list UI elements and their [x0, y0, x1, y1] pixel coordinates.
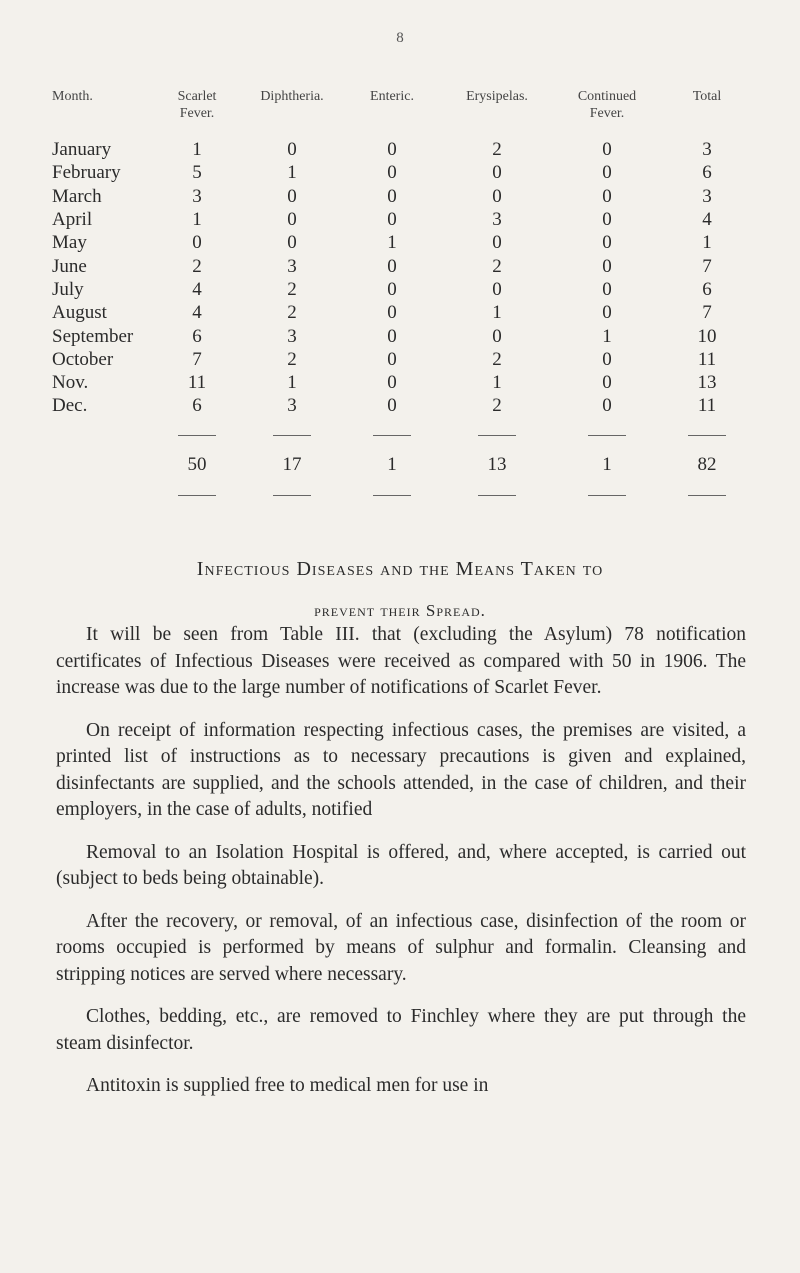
count-cell: 0: [387, 302, 397, 324]
count-cell: 0: [492, 325, 502, 347]
count-cell: 11: [697, 395, 717, 417]
count-cell: 6: [702, 278, 712, 300]
rule-cell: [242, 478, 342, 512]
count-cell: 0: [602, 372, 612, 394]
total-cell: 13: [487, 454, 507, 476]
count-cell: 1: [702, 232, 712, 254]
header-continued-fever: Continued Fever.: [577, 89, 637, 121]
count-cell: 2: [192, 255, 202, 277]
count-cell: 0: [602, 232, 612, 254]
count-cell: 7: [192, 348, 202, 370]
header-scarlet-fever: Scarlet Fever.: [177, 89, 217, 121]
rule-cell: [442, 478, 552, 512]
rule-cell: [662, 418, 752, 452]
table-row: [52, 138, 752, 161]
rule-line: [478, 435, 516, 436]
count-cell: 1: [492, 372, 502, 394]
total-cell: 1: [602, 454, 612, 476]
count-cell: 2: [287, 278, 297, 300]
table-row: [52, 394, 752, 417]
count-cell: 0: [287, 209, 297, 231]
count-cell: 10: [697, 325, 717, 347]
count-cell: 0: [192, 232, 202, 254]
count-cell: 3: [702, 185, 712, 207]
rule-cell: [52, 418, 152, 452]
count-cell: 0: [287, 185, 297, 207]
rule-line: [588, 495, 626, 496]
count-cell: 2: [492, 348, 502, 370]
count-cell: 4: [702, 209, 712, 231]
rule-cell: [152, 478, 242, 512]
count-cell: 4: [192, 302, 202, 324]
month-cell: May: [52, 232, 87, 254]
count-cell: 1: [387, 232, 397, 254]
paragraph: Removal to an Isolation Hospital is offered, and, where accepted, is carried out (subject to beds being obtainable).: [56, 841, 746, 889]
rule-line: [588, 435, 626, 436]
count-cell: 0: [287, 139, 297, 161]
header-total: Total: [692, 89, 722, 104]
page-number: 8: [396, 30, 404, 46]
section-title-line1: Infectious Diseases and the Means Taken to: [196, 558, 604, 580]
rule-line: [478, 495, 516, 496]
total-cell: 17: [282, 454, 302, 476]
rule-cell: [152, 418, 242, 452]
total-cell: 82: [697, 454, 717, 476]
count-cell: 2: [287, 348, 297, 370]
rule-line: [373, 435, 411, 436]
count-cell: 7: [702, 302, 712, 324]
count-cell: 0: [602, 348, 612, 370]
count-cell: 1: [287, 372, 297, 394]
rule-cell: [342, 418, 442, 452]
count-cell: 0: [602, 139, 612, 161]
count-cell: 0: [387, 255, 397, 277]
paragraph: Clothes, bedding, etc., are removed to Finchley where they are put through the steam disinfector.: [56, 1006, 746, 1054]
table-row: [52, 278, 752, 301]
table-row: [52, 231, 752, 254]
totals-label-cell: [52, 452, 152, 478]
count-cell: 0: [492, 185, 502, 207]
month-cell: February: [52, 162, 121, 184]
table-row: [52, 185, 752, 208]
paragraph: After the recovery, or removal, of an infectious case, disinfection of the room or rooms occupied is performed by means of sulphur and formalin. Cleansing and stripping notices are served where necessary.: [56, 910, 746, 985]
count-cell: 7: [702, 255, 712, 277]
rule-cell: [442, 418, 552, 452]
count-cell: 0: [492, 278, 502, 300]
count-cell: 0: [492, 162, 502, 184]
rule-cell: [242, 418, 342, 452]
table-rule-row: [52, 478, 752, 512]
count-cell: 0: [387, 139, 397, 161]
rule-cell: [552, 478, 662, 512]
count-cell: 0: [602, 395, 612, 417]
totals-row: [52, 452, 752, 478]
count-cell: 0: [602, 278, 612, 300]
count-cell: 4: [192, 278, 202, 300]
count-cell: 0: [602, 209, 612, 231]
month-cell: September: [52, 325, 134, 347]
count-cell: 0: [602, 162, 612, 184]
count-cell: 3: [287, 255, 297, 277]
count-cell: 2: [492, 139, 502, 161]
month-cell: March: [52, 185, 102, 207]
rule-line: [273, 435, 311, 436]
table-row: [52, 161, 752, 184]
count-cell: 13: [697, 372, 717, 394]
count-cell: 3: [287, 325, 297, 347]
table-row: [52, 301, 752, 324]
rule-cell: [52, 478, 152, 512]
paragraph: It will be seen from Table III. that (excluding the Asylum) 78 notification certificates of Infectious Diseases were received as compared with 50 in 1906. The increase was due to the large number of notifications of Scarlet Fever.: [56, 624, 746, 698]
total-cell: 50: [187, 454, 207, 476]
table-header-row: [52, 88, 752, 138]
count-cell: 0: [387, 278, 397, 300]
paragraph: Antitoxin is supplied free to medical men for use in: [86, 1075, 489, 1096]
header-enteric: Enteric.: [370, 89, 414, 104]
rule-line: [688, 495, 726, 496]
notifications-table: [52, 88, 752, 512]
month-cell: April: [52, 209, 93, 231]
count-cell: 0: [387, 325, 397, 347]
section-title-line2: prevent their Spread.: [314, 601, 486, 620]
table-body: [52, 138, 752, 512]
count-cell: 0: [287, 232, 297, 254]
count-cell: 0: [492, 232, 502, 254]
month-cell: Nov.: [52, 372, 89, 394]
count-cell: 11: [697, 348, 717, 370]
count-cell: 0: [602, 302, 612, 324]
count-cell: 0: [387, 395, 397, 417]
rule-cell: [342, 478, 442, 512]
count-cell: 1: [192, 139, 202, 161]
count-cell: 6: [192, 395, 202, 417]
count-cell: 0: [387, 185, 397, 207]
table-row: [52, 324, 752, 347]
rule-line: [178, 495, 216, 496]
count-cell: 3: [702, 139, 712, 161]
month-cell: October: [52, 348, 114, 370]
count-cell: 0: [387, 372, 397, 394]
count-cell: 3: [492, 209, 502, 231]
header-diphtheria: Diphtheria.: [260, 89, 324, 104]
count-cell: 1: [602, 325, 612, 347]
count-cell: 0: [387, 162, 397, 184]
table-row: [52, 348, 752, 371]
count-cell: 2: [492, 395, 502, 417]
count-cell: 0: [387, 209, 397, 231]
month-cell: June: [52, 255, 87, 277]
paragraph: On receipt of information respecting infectious cases, the premises are visited, a printed list of instructions as to necessary precautions is given and explained, disinfectants are supplied, and the schools attended, in the case of children, and their employers, in the case of adults, notified: [56, 719, 746, 820]
rule-line: [688, 435, 726, 436]
month-cell: July: [52, 278, 84, 300]
header-erysipelas: Erysipelas.: [466, 89, 528, 104]
table-row: [52, 208, 752, 231]
rule-line: [178, 435, 216, 436]
rule-cell: [552, 418, 662, 452]
section-heading: [0, 548, 800, 632]
month-cell: August: [52, 302, 107, 324]
count-cell: 0: [602, 185, 612, 207]
count-cell: 5: [192, 162, 202, 184]
count-cell: 2: [492, 255, 502, 277]
body-text: [56, 622, 746, 1116]
month-cell: January: [52, 139, 112, 161]
count-cell: 3: [287, 395, 297, 417]
count-cell: 11: [187, 372, 207, 394]
count-cell: 6: [192, 325, 202, 347]
table-rule-row: [52, 418, 752, 452]
table-row: [52, 371, 752, 394]
table-row: [52, 254, 752, 277]
count-cell: 3: [192, 185, 202, 207]
rule-line: [373, 495, 411, 496]
total-cell: 1: [387, 454, 397, 476]
count-cell: 2: [287, 302, 297, 324]
count-cell: 0: [387, 348, 397, 370]
rule-cell: [662, 478, 752, 512]
count-cell: 0: [602, 255, 612, 277]
header-month: Month.: [52, 89, 93, 104]
count-cell: 1: [192, 209, 202, 231]
count-cell: 1: [492, 302, 502, 324]
count-cell: 6: [702, 162, 712, 184]
rule-line: [273, 495, 311, 496]
month-cell: Dec.: [52, 395, 88, 417]
count-cell: 1: [287, 162, 297, 184]
